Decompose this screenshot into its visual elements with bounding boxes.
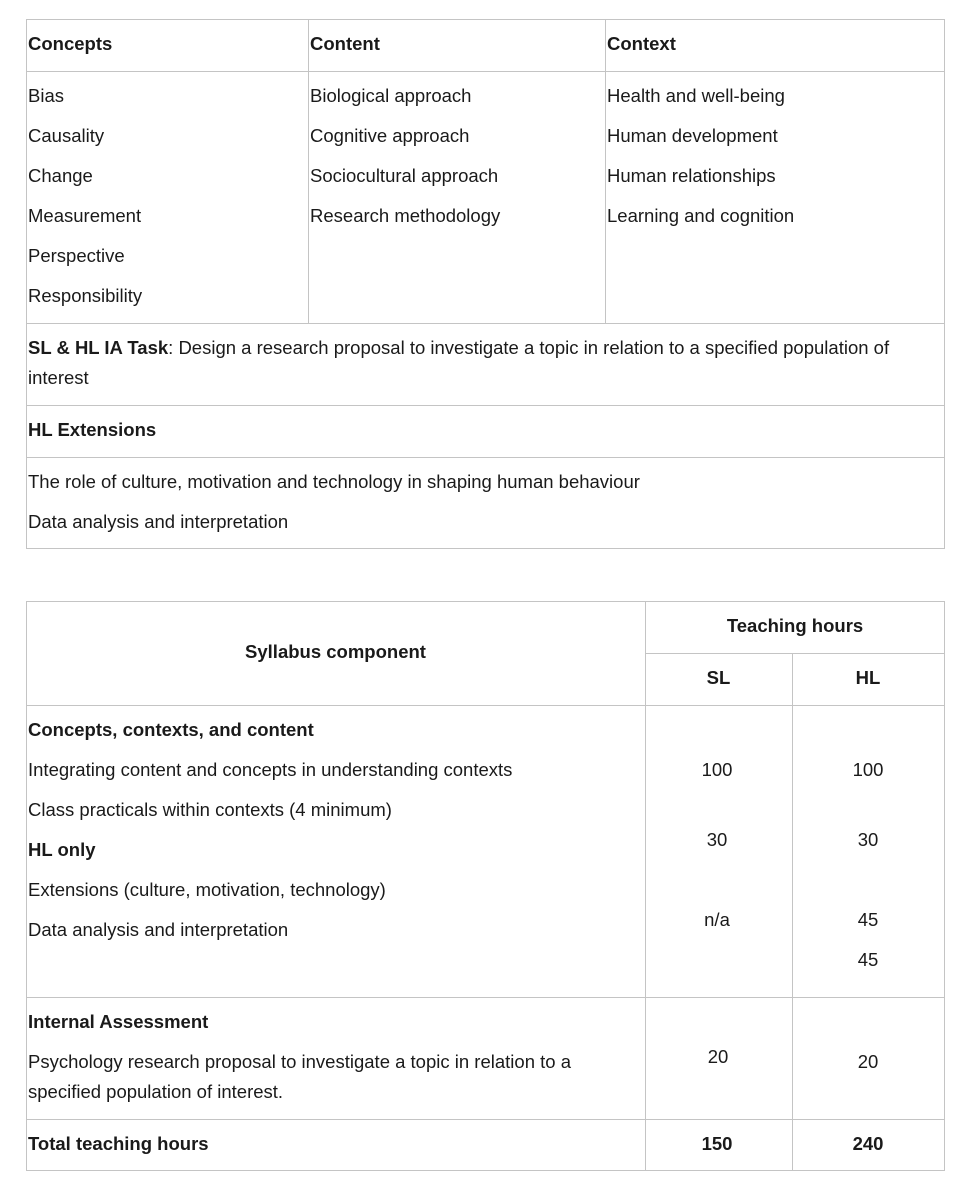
syllabus-component-header: Syllabus component (245, 641, 426, 662)
hl-hours-value: 45 (857, 949, 879, 970)
content-item: Biological approach (310, 85, 472, 106)
sl-hours-value: 20 (707, 1046, 729, 1067)
hl-extension-item: The role of culture, motivation and technology in shaping human behaviour (28, 471, 640, 492)
hl-only-label: HL only (28, 839, 96, 860)
content-header: Content (310, 33, 380, 54)
concept-item: Causality (28, 125, 105, 146)
ia-task-text-cont: interest (28, 367, 89, 388)
section-title: Internal Assessment (28, 1011, 209, 1032)
context-item: Learning and cognition (607, 205, 795, 226)
total-label: Total teaching hours (28, 1133, 209, 1154)
ia-description: Psychology research proposal to investigate a topic in relation to a (28, 1051, 571, 1072)
total-sl-value: 150 (701, 1133, 733, 1154)
ia-description-cont: specified population of interest. (28, 1081, 284, 1102)
concept-item: Change (28, 165, 93, 186)
teaching-hours-header: Teaching hours (726, 615, 864, 636)
content-item: Research methodology (310, 205, 501, 226)
hl-extension-item: Data analysis and interpretation (28, 511, 289, 532)
sl-hours-value: n/a (704, 909, 730, 930)
context-header: Context (607, 33, 676, 54)
hl-extensions-title: HL Extensions (28, 419, 157, 440)
hl-hours-value: 20 (857, 1051, 879, 1072)
context-item: Human relationships (607, 165, 776, 186)
component-row-label: Class practicals within contexts (4 minimum) (28, 799, 392, 820)
concept-item: Bias (28, 85, 64, 106)
sl-hours-value: 30 (706, 829, 728, 850)
component-row-label: Integrating content and concepts in understanding contexts (28, 759, 513, 780)
sl-hours-value: 100 (701, 759, 733, 780)
concept-item: Measurement (28, 205, 142, 226)
hl-hours-value: 30 (857, 829, 879, 850)
ia-task-line (28, 337, 889, 359)
ia-task-label: SL & HL IA Task (28, 337, 169, 358)
context-item: Human development (607, 125, 778, 146)
content-item: Sociocultural approach (310, 165, 499, 186)
context-item: Health and well-being (607, 85, 785, 106)
total-hl-value: 240 (852, 1133, 884, 1154)
component-row-label: Data analysis and interpretation (28, 919, 289, 940)
section-title: Concepts, contexts, and content (28, 719, 314, 740)
component-row-label: Extensions (culture, motivation, technology) (28, 879, 386, 900)
ia-task-text: : Design a research proposal to investigate a topic in relation to a specified population of (168, 337, 890, 358)
content-item: Cognitive approach (310, 125, 470, 146)
concept-item: Responsibility (28, 285, 143, 306)
sl-header: SL (706, 667, 731, 688)
concept-item: Perspective (28, 245, 125, 266)
hl-hours-value: 100 (852, 759, 884, 780)
hl-header: HL (855, 667, 881, 688)
hl-hours-value: 45 (857, 909, 879, 930)
concepts-header: Concepts (28, 33, 113, 54)
